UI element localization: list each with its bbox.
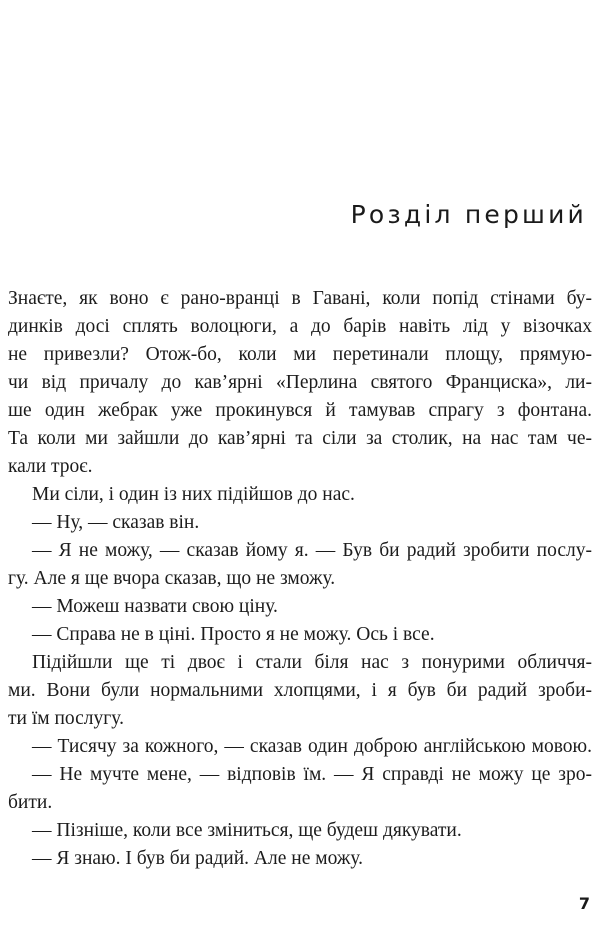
text-line: ше один жебрак уже прокинувся й тамував спрагу з фонтана. — [8, 400, 592, 421]
text-line: бити. — [8, 792, 53, 813]
text-line: — Можеш назвати свою ціну. — [32, 596, 278, 617]
text-line: Та коли ми зайшли до кав’ярні та сіли за столик, на нас там че- — [8, 428, 592, 449]
text-line: — Я знаю. І був би радий. Але не можу. — [32, 848, 363, 869]
text-line: динків досі сплять волоцюги, а до барів навіть лід у візочках — [8, 316, 592, 337]
page-number: 7 — [578, 894, 590, 913]
text-line: кали троє. — [8, 456, 93, 477]
chapter-title: Розділ перший — [350, 200, 587, 229]
text-line: Підійшли ще ті двоє і стали біля нас з понурими обличчя- — [32, 652, 592, 673]
text-line: не привезли? Отож-бо, коли ми перетинали площу, прямую- — [8, 344, 592, 365]
text-line: — Справа не в ціні. Просто я не можу. Ось і все. — [32, 624, 435, 645]
text-line: ми. Вони були нормальними хлопцями, і я був би радий зроби- — [8, 680, 592, 701]
text-line: Знаєте, як воно є рано-вранці в Гавані, коли попід стінами бу- — [8, 288, 592, 309]
text-line: — Ну, — сказав він. — [32, 512, 200, 533]
text-line: Ми сіли, і один із них підійшов до нас. — [32, 484, 355, 505]
text-line: — Пізніше, коли все зміниться, ще будеш дякувати. — [32, 820, 462, 841]
text-line: гу. Але я ще вчора сказав, що не зможу. — [8, 568, 336, 589]
text-line: чи від причалу до кав’ярні «Перлина святого Франциска», ли- — [8, 372, 592, 393]
text-line: — Не мучте мене, — відповів їм. — Я справді не можу це зро- — [32, 764, 592, 785]
text-line: — Я не можу, — сказав йому я. — Був би радий зробити послу- — [32, 540, 592, 561]
body-text — [8, 285, 592, 873]
text-line: ти їм послугу. — [8, 708, 124, 729]
text-line: — Тисячу за кожного, — сказав один доброю англійською мовою. — [32, 736, 592, 757]
